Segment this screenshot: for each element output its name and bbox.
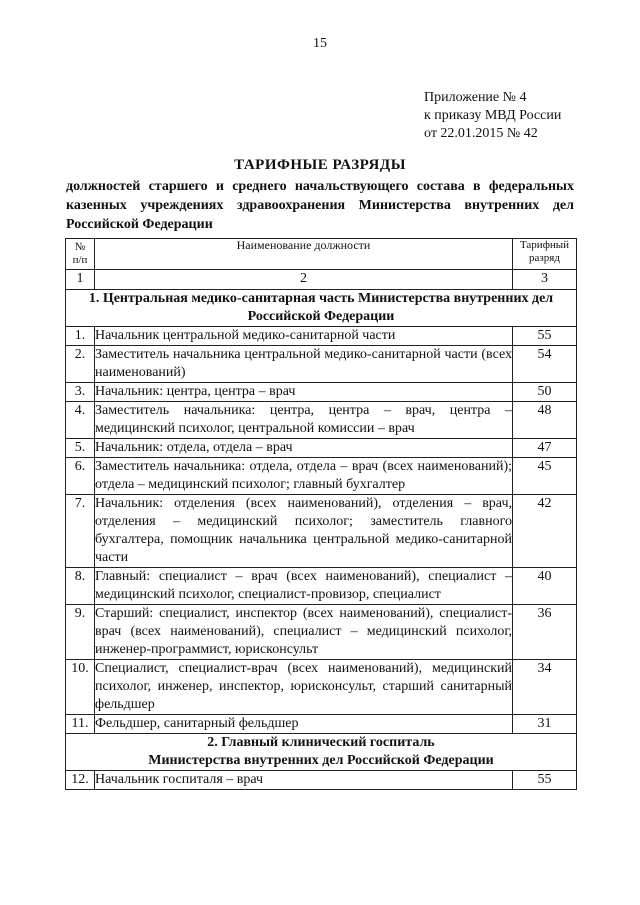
position-name: Старший: специалист, инспектор (всех наименований), специалист-врач (всех наименований), специалист – медицинский психолог, инженер-программист, юрисконсульт bbox=[95, 605, 513, 660]
position-name: Специалист, специалист-врач (всех наименований), медицинский психолог, инженер, инспектор, юрисконсульт, старший санитарный фельдшер bbox=[95, 660, 513, 715]
row-number: 6. bbox=[66, 458, 95, 495]
document-title: ТАРИФНЫЕ РАЗРЯДЫ bbox=[234, 157, 406, 173]
header-position-name: Наименование должности bbox=[95, 239, 513, 270]
tariff-grades-table bbox=[65, 238, 577, 790]
tariff-grade: 42 bbox=[513, 495, 577, 568]
document-subtitle: должностей старшего и среднего начальствующего состава в федеральных казенных учреждениях здравоохранения Министерства внутренних дел Российской Федерации bbox=[66, 179, 574, 232]
row-number: 4. bbox=[66, 402, 95, 439]
position-name: Начальник госпиталя – врач bbox=[95, 771, 513, 790]
tariff-grade: 36 bbox=[513, 605, 577, 660]
row-number: 12. bbox=[66, 771, 95, 790]
row-number: 2. bbox=[66, 346, 95, 383]
appendix-reference bbox=[424, 89, 561, 143]
table-row bbox=[66, 439, 577, 458]
header-number: № п/п bbox=[66, 239, 95, 270]
table-row bbox=[66, 715, 577, 734]
tariff-grade: 55 bbox=[513, 327, 577, 346]
position-name: Заместитель начальника: отдела, отдела – врач (всех наименований); отдела – медицинский психолог; главный бухгалтер bbox=[95, 458, 513, 495]
table-header-row bbox=[66, 239, 577, 270]
tariff-grade: 45 bbox=[513, 458, 577, 495]
row-number: 1. bbox=[66, 327, 95, 346]
appendix-line-2: к приказу МВД России bbox=[424, 108, 562, 123]
page-number: 15 bbox=[313, 36, 327, 51]
tariff-grade: 31 bbox=[513, 715, 577, 734]
column-index-row bbox=[66, 270, 577, 290]
table-row bbox=[66, 568, 577, 605]
section-1-title: 1. Центральная медико-санитарная часть Министерства внутренних дел Российской Федерации bbox=[66, 290, 577, 327]
position-name: Начальник: отдела, отдела – врач bbox=[95, 439, 513, 458]
appendix-line-3: от 22.01.2015 № 42 bbox=[424, 126, 538, 141]
position-name: Заместитель начальника: центра, центра – врач, центра – медицинский психолог, центральной комиссии – врач bbox=[95, 402, 513, 439]
tariff-grade: 47 bbox=[513, 439, 577, 458]
section-header-row bbox=[66, 290, 577, 327]
row-number: 9. bbox=[66, 605, 95, 660]
column-index: 2 bbox=[95, 270, 513, 290]
section-2-title: 2. Главный клинический госпиталь Министерства внутренних дел Российской Федерации bbox=[66, 734, 577, 771]
row-number: 3. bbox=[66, 383, 95, 402]
section-1-rows bbox=[66, 327, 577, 734]
table-row bbox=[66, 327, 577, 346]
position-name: Заместитель начальника центральной медико-санитарной части (всех наименований) bbox=[95, 346, 513, 383]
position-name: Начальник: отделения (всех наименований), отделения – врач, отделения – медицинский психолог; заместитель главного бухгалтера, помощник начальника центральной медико-санитарной части bbox=[95, 495, 513, 568]
tariff-grade: 34 bbox=[513, 660, 577, 715]
tariff-grade: 55 bbox=[513, 771, 577, 790]
tariff-grade: 48 bbox=[513, 402, 577, 439]
column-index: 1 bbox=[66, 270, 95, 290]
position-name: Начальник центральной медико-санитарной части bbox=[95, 327, 513, 346]
table-row bbox=[66, 495, 577, 568]
table-row bbox=[66, 771, 577, 790]
tariff-grade: 40 bbox=[513, 568, 577, 605]
row-number: 10. bbox=[66, 660, 95, 715]
appendix-line-1: Приложение № 4 bbox=[424, 90, 527, 105]
table-row bbox=[66, 458, 577, 495]
row-number: 11. bbox=[66, 715, 95, 734]
table-row bbox=[66, 660, 577, 715]
row-number: 7. bbox=[66, 495, 95, 568]
position-name: Главный: специалист – врач (всех наименований), специалист – медицинский психолог, специалист-провизор, специалист bbox=[95, 568, 513, 605]
row-number: 5. bbox=[66, 439, 95, 458]
table-row bbox=[66, 402, 577, 439]
section-header-row bbox=[66, 734, 577, 771]
position-name: Фельдшер, санитарный фельдшер bbox=[95, 715, 513, 734]
column-index: 3 bbox=[513, 270, 577, 290]
row-number: 8. bbox=[66, 568, 95, 605]
table-row bbox=[66, 346, 577, 383]
tariff-grade: 54 bbox=[513, 346, 577, 383]
tariff-grade: 50 bbox=[513, 383, 577, 402]
position-name: Начальник: центра, центра – врач bbox=[95, 383, 513, 402]
section-2-rows bbox=[66, 771, 577, 790]
table-row bbox=[66, 383, 577, 402]
table-row bbox=[66, 605, 577, 660]
header-tariff-grade: Тарифный разряд bbox=[513, 239, 577, 270]
